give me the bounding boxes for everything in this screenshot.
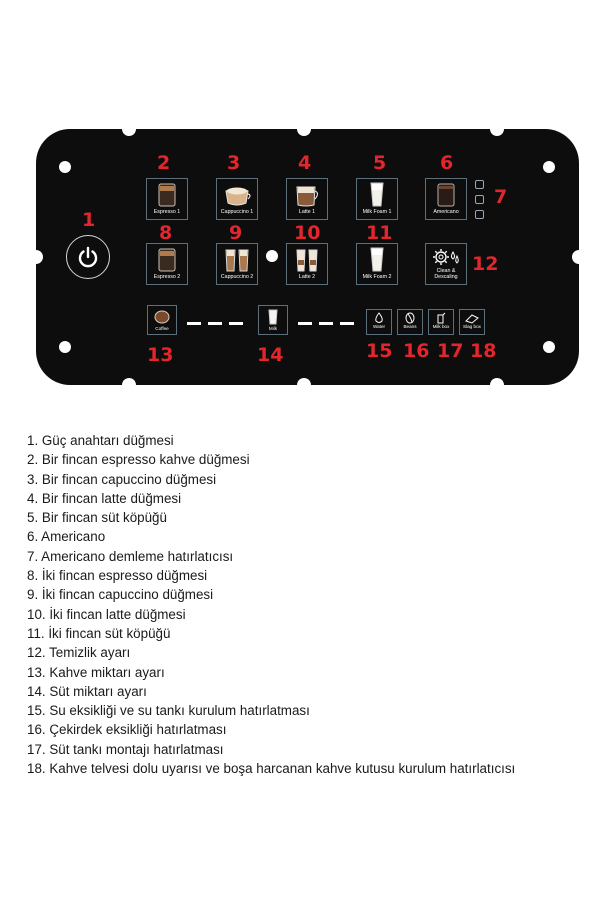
americano-button[interactable] [425, 178, 467, 220]
mounting-hole [266, 250, 278, 262]
cappuccino-1-button[interactable] [216, 178, 258, 220]
coffee-bean-icon [404, 312, 416, 324]
legend-item: 15. Su eksikliği ve su tankı kurulum hatırlatması [27, 703, 310, 719]
milk-box-indicator [428, 309, 454, 335]
dash [229, 322, 243, 325]
panel-notch [29, 250, 43, 264]
slag-box-number: 18 [470, 340, 497, 362]
espresso-1-label: Espresso 1 [153, 209, 181, 215]
slag-box-icon [465, 312, 479, 324]
milk-foam-2-button[interactable] [356, 243, 398, 285]
espresso-2-label: Espresso 2 [153, 274, 181, 280]
legend-item: 6. Americano [27, 529, 106, 545]
milk-box-number: 17 [437, 340, 464, 362]
legend-item: 4. Bir fincan latte düğmesi [27, 490, 182, 506]
americano-reminder-number: 7 [494, 186, 508, 208]
dash [340, 322, 354, 325]
legend-item: 2. Bir fincan espresso kahve düğmesi [27, 452, 250, 468]
coffee-amount-number: 13 [147, 344, 174, 366]
drop-reminder-icon [475, 210, 484, 219]
legend-item: 3. Bir fincan capuccino düğmesi [27, 471, 217, 487]
slag-box-label: Slag box [463, 324, 481, 329]
latte-2-number: 10 [294, 222, 321, 244]
coffee-amount-label: Coffee [155, 326, 169, 331]
clean-descaling-label-2: Descaling [434, 274, 458, 281]
cappuccino-cup-icon [222, 182, 252, 208]
legend-item: 10. İki fincan latte düğmesi [27, 606, 186, 622]
power-button[interactable] [66, 235, 110, 279]
panel-notch [297, 122, 311, 136]
espresso-2-button[interactable] [146, 243, 188, 285]
legend-list [27, 431, 515, 778]
milk-amount-number: 14 [257, 344, 284, 366]
slag-box-indicator [459, 309, 485, 335]
panel-notch [490, 378, 504, 392]
beans-number: 16 [403, 340, 430, 362]
cup-reminder-icon [475, 180, 484, 189]
milk-glass-icon [264, 308, 282, 326]
espresso-double-icon [155, 247, 179, 273]
cappuccino-2-number: 9 [229, 222, 243, 244]
milk-foam-glass-icon [365, 182, 389, 208]
panel-notch [297, 378, 311, 392]
legend-item: 12. Temizlik ayarı [27, 645, 131, 661]
legend-item: 11. İki fincan süt köpüğü [27, 625, 171, 641]
espresso-2-number: 8 [159, 222, 173, 244]
milk-foam-2-number: 11 [366, 222, 393, 244]
cappuccino-glasses-icon [222, 247, 252, 273]
cappuccino-2-button[interactable] [216, 243, 258, 285]
milk-amount-label: Milk [268, 326, 278, 331]
cappuccino-1-number: 3 [227, 152, 241, 174]
milk-box-icon [435, 312, 447, 324]
latte-1-number: 4 [298, 152, 312, 174]
milk-foam-double-icon [365, 247, 389, 273]
cappuccino-1-label: Cappuccino 1 [220, 209, 254, 215]
dash [187, 322, 201, 325]
coffee-cup-icon [153, 308, 171, 326]
dash [298, 322, 312, 325]
dash [319, 322, 333, 325]
milk-foam-1-number: 5 [373, 152, 387, 174]
clean-descaling-label-1: Clean & [436, 268, 456, 274]
mounting-hole [543, 341, 555, 353]
milk-amount-button[interactable] [258, 305, 288, 335]
legend-item: 14. Süt miktarı ayarı [27, 683, 147, 699]
water-drop-icon [373, 312, 385, 324]
legend-item: 16. Çekirdek eksikliği hatırlatması [27, 722, 227, 738]
espresso-1-button[interactable] [146, 178, 188, 220]
legend-item: 5. Bir fincan süt köpüğü [27, 510, 167, 526]
milk-foam-1-button[interactable] [356, 178, 398, 220]
clean-descaling-number: 12 [472, 253, 499, 275]
espresso-cup-icon [155, 182, 179, 208]
latte-glasses-icon [292, 247, 322, 273]
latte-1-button[interactable] [286, 178, 328, 220]
americano-cup-icon [434, 182, 458, 208]
legend-item: 17. Süt tankı montajı hatırlatması [27, 741, 224, 757]
milk-foam-2-label: Milk Foam 2 [362, 274, 392, 280]
latte-cup-icon [292, 182, 322, 208]
legend-item: 7. Americano demleme hatırlatıcısı [27, 548, 234, 564]
beans-label: Beans [403, 324, 417, 329]
mounting-hole [543, 161, 555, 173]
panel-notch [490, 122, 504, 136]
americano-label: Americano [433, 209, 459, 215]
legend-item: 13. Kahve miktarı ayarı [27, 664, 165, 680]
latte-2-label: Latte 2 [298, 274, 316, 280]
panel-notch [572, 250, 586, 264]
power-number: 1 [82, 209, 96, 231]
legend-item: 18. Kahve telvesi dolu uyarısı ve boşa harcanan kahve kutusu kurulum hatırlatıcısı [27, 761, 516, 777]
americano-number: 6 [440, 152, 454, 174]
milk-box-label: Milk box [432, 324, 450, 329]
cappuccino-2-label: Cappuccino 2 [220, 274, 254, 280]
legend-item: 1. Güç anahtarı düğmesi [27, 433, 174, 448]
gear-drops-icon [431, 247, 461, 267]
mounting-hole [59, 161, 71, 173]
espresso-1-number: 2 [157, 152, 171, 174]
power-icon [76, 245, 100, 269]
mounting-hole [59, 341, 71, 353]
water-number: 15 [366, 340, 393, 362]
legend-item: 9. İki fincan capuccino düğmesi [27, 587, 214, 603]
clean-descaling-button[interactable] [425, 243, 467, 285]
panel-notch [122, 378, 136, 392]
water-label: Water [372, 324, 386, 329]
water-indicator [366, 309, 392, 335]
legend-item: 8. İki fincan espresso düğmesi [27, 568, 208, 584]
latte-1-label: Latte 1 [298, 209, 316, 215]
milk-foam-1-label: Milk Foam 1 [362, 209, 392, 215]
dash [208, 322, 222, 325]
coffee-amount-button[interactable] [147, 305, 177, 335]
latte-2-button[interactable] [286, 243, 328, 285]
refresh-reminder-icon [475, 195, 484, 204]
panel-notch [122, 122, 136, 136]
beans-indicator [397, 309, 423, 335]
